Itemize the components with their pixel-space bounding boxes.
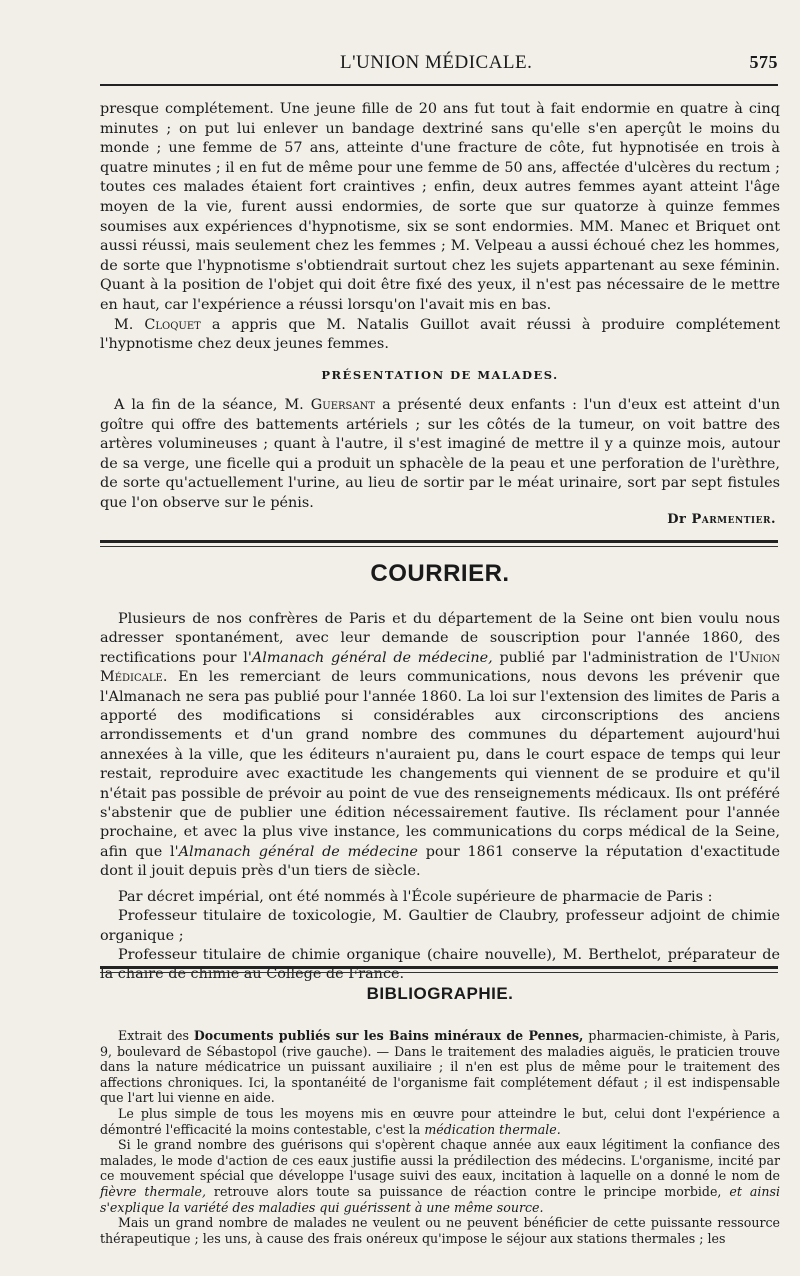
paragraph: Plusieurs de nos confrères de Paris et du département de la Seine ont bien voulu nous adresser spontanément, avec leur demande de souscription pour l'année 1860, des rectifications pour l'Almanach général de médecine, publié par l'administration de l'Union Médicale. En les remerciant de leurs communications, nous devons les prévenir que l'Almanach ne sera pas publié pour l'année 1860. La loi sur l'extension des limites de Paris a apporté des modifications si considérables aux circonscriptions des anciens arrondissements et d'un grand nombre des communes du département aujourd'hui annexées à la ville, que les éditeurs n'auraient pu, dans le court espace de temps qui leur restait, reproduire avec exactitude les changements qui viennent de se produire et qu'il n'était pas possible de prévoir au point de vue des renseignements médicaux. Ils ont préféré s'abstenir que de publier une édition nécessairement fautive. Ils réclament pour l'année prochaine, et avec la plus vive instance, les communications du corps médical de la Seine, afin que l'Almanach général de médecine pour 1861 conserve la réputation d'exactitude dont il jouit depuis près d'un tiers de siècle. xyxy=(100,611,781,880)
document-title: Documents publiés sur les Bains minéraux de Pennes, xyxy=(193,1028,584,1043)
page-number: 575 xyxy=(749,52,778,72)
running-head xyxy=(100,52,778,74)
section-heading-courrier: COURRIER. xyxy=(370,560,510,587)
section-rule-thin xyxy=(100,546,778,547)
journal-title: L'UNION MÉDICALE. xyxy=(340,52,533,73)
section-rule xyxy=(100,966,778,969)
section-heading-bibliographie: BIBLIOGRAPHIE. xyxy=(366,984,514,1003)
paragraph: Par décret impérial, ont été nommés à l'École supérieure de pharmacie de Paris : xyxy=(118,888,713,905)
section-rule-thin xyxy=(100,972,778,973)
paragraph: Le plus simple de tous les moyens mis en œuvre pour atteindre le but, celui dont l'expérience a démontré l'efficacité la moins contestable, c'est la médication thermale. xyxy=(100,1105,780,1137)
section-rule xyxy=(100,540,778,543)
paragraph: Mais un grand nombre de malades ne veulent ou ne peuvent bénéficier de cette puissante ressource thérapeutique ; les uns, à cause des frais onéreux qu'impose le séjour aux stations thermales ; les xyxy=(100,1215,780,1246)
signature: Dr Parmentier. xyxy=(667,512,776,527)
paragraph: Si le grand nombre des guérisons qui s'opèrent chaque année aux eaux légitiment la confiance des malades, le mode d'action de ces eaux justifie aussi la prédilection des médecins. L'organisme, incité par ce mouvement spécial que développe l'usage suivi des eaux, incitation à laquelle on a donné le nom de fièvre thermale, retrouve alors toute sa puissance de réaction contre le principe morbide, et ainsi s'explique la variété des maladies qui guérissent à une même source. xyxy=(100,1137,780,1215)
section-bibliographie xyxy=(100,1028,780,1246)
paragraph: Professeur titulaire de chimie organique (chaire nouvelle), M. Berthelot, préparateur de la chaire de chimie au Collége de France. xyxy=(100,946,780,983)
header-rule xyxy=(100,84,778,86)
paragraph: presque complétement. Une jeune fille de 20 ans fut tout à fait endormie en quatre à cinq minutes ; on put lui enlever un bandage dextriné sans qu'elle s'en aperçût le moins du monde ; une femme de 57 ans, atteinte d'une fracture de côte, fut hypnotisée en trois à quatre minutes ; il en fut de même pour une femme de 50 ans, affectée d'ulcères du rectum ; toutes ces malades étaient fort craintives ; enfin, deux autres femmes ayant atteint l'âge moyen de la vie, furent aussi endormies, de sorte que sur quatorze à quinze femmes soumises aux expériences d'hypnotisme, six se sont endormies. MM. Manec et Briquet ont aussi réussi, mais seulement chez les femmes ; M. Velpeau a aussi échoué chez les hommes, de sorte que l'hypnotisme s'obtiendrait surtout chez les sujets appartenant au sexe féminin. Quant à la position de l'objet qui doit être fixé des yeux, il n'est pas nécessaire de le mettre en haut, car l'expérience a réussi lorsqu'on l'avait mis en bas. xyxy=(100,101,780,313)
paragraph: Professeur titulaire de toxicologie, M. Gaultier de Claubry, professeur adjoint de chimie organique ; xyxy=(100,908,780,944)
section-presentation xyxy=(100,396,780,514)
author-name: Cloquet xyxy=(144,316,201,333)
paragraph: Extrait des Documents publiés sur les Bains minéraux de Pennes, pharmacien-chimiste, à Paris, 9, boulevard de Sébastopol (rive gauche). — Dans le traitement des maladies aiguës, le praticien trouve dans la nature médicatrice un puissant auxiliaire ; il n'en est plus de même pour le traitement des affections chroniques. Ici, la spontanéité de l'organisme fait complétement défaut ; il est indispensable que l'art lui vienne en aide. xyxy=(100,1028,780,1106)
paragraph-cloquet: M. Cloquet a appris que M. Natalis Guillot avait réussi à produire complétement l'hypnotisme chez deux jeunes femmes. xyxy=(100,316,780,353)
section-heading-presentation: PRÉSENTATION DE MALADES. xyxy=(321,368,559,382)
section-hypnotism xyxy=(100,100,780,355)
paragraph: A la fin de la séance, M. Guersant a présenté deux enfants : l'un d'eux est atteint d'un goître qui offre des battements artériels ; sur les côtés de la tumeur, on voit battre des artères volumineuses ; quant à l'autre, il s'est imaginé de mettre il y a quinze mois, autour de sa verge, une ficelle qui a produit un sphacèle de la peau et une perforation de l'urèthre, de sorte qu'actuellement l'urine, au lieu de sortir par le méat urinaire, sort par sept fistules que l'on observe sur le pénis. xyxy=(100,397,780,511)
author-name: Guersant xyxy=(310,397,376,413)
section-courrier xyxy=(100,610,780,985)
